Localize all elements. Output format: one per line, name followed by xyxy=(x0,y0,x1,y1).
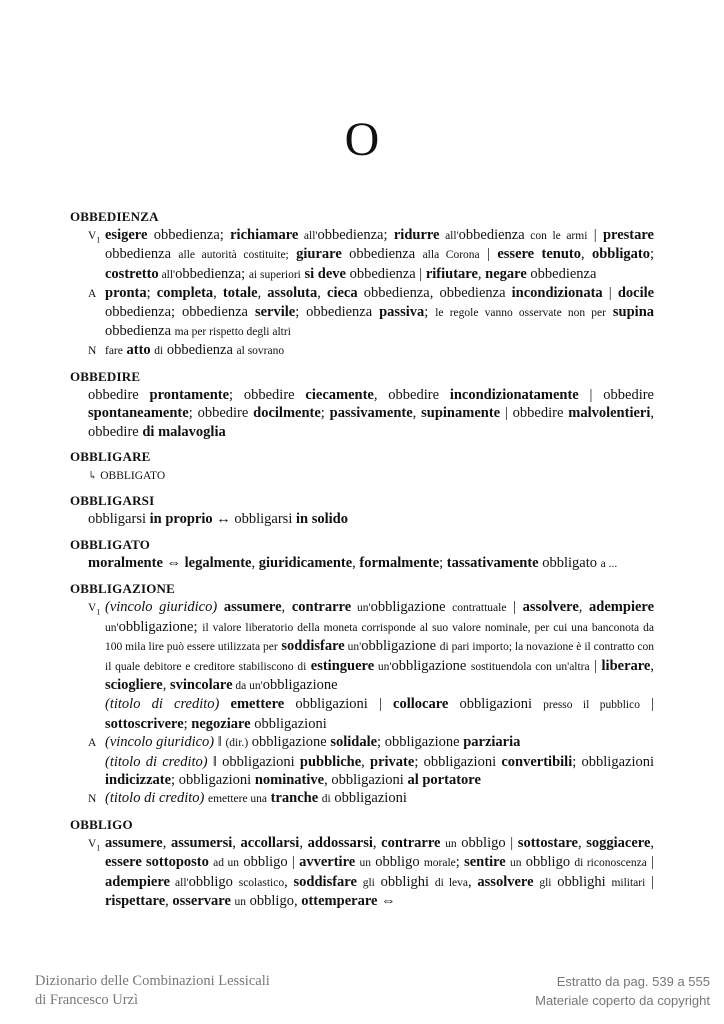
noun-section: N (titolo di credito) emettere una tranche di obbligazioni xyxy=(70,789,654,808)
entry-headword: OBBLIGARE xyxy=(70,449,151,465)
verb-section: $V_1$ assumere, assumersi, accollarsi, addossarsi, contrarre un obbligo | sottostare, soggiacere, essere sottoposto ad un obbligo | avvertire un obbligo morale; sentire un obbligo di riconoscenza | adempiere all'obbligo scolastico, soddisfare gli obblighi di leva, assolvere gli obblighi militari | rispettare, osservare un obbligo, ottemperare ⇔ xyxy=(88,834,655,909)
section-marker: $V_1$ xyxy=(88,837,101,853)
entry-obbligo xyxy=(70,816,654,912)
verb-section: $V_1$ (vincolo giuridico) assumere, contrarre un'obbligazione contrattuale | assolvere, adempiere un'obbligazione; il valore liberatorio della moneta corrisponde al suo valore nominale, per cui una banconota da 100 mila lire può essere utilizzata per soddisfare un'obbligazione di pari importo; la novazione è il contratto con il quale debitore e creditore stabiliscono di estinguere un'obbligazione sostituendola con un'altra | liberare, sciogliere, svincolare da un'obbligazione (titolo di credito) emettere obbligazioni | collocare obbligazioni presso il pubblico | sottoscrivere; negoziare obbligazioni xyxy=(88,599,655,732)
entry-headword: OBBEDIRE xyxy=(70,368,141,384)
entry-obbligazione xyxy=(70,580,654,808)
verb-section: $V_1$ esigere obbedienza; richiamare all'obbedienza; ridurre all'obbedienza con le armi | prestare obbedienza alle autorità costituite; giurare obbedienza alla Corona | essere tenuto, obbligato; costretto all'obbedienza; ai superiori si deve obbedienza | rifiutare, negare obbedienza xyxy=(88,227,655,282)
adjective-section: A pronta; completa, totale, assoluta, cieca obbedienza, obbedienza incondizionata | docile obbedienza; obbedienza servile; obbedienza passiva; le regole vanno osservate non per supina obbedienza ma per rispetto degli altri xyxy=(88,285,655,340)
entry-headword: OBBLIGAZIONE xyxy=(70,581,175,597)
footer-title-line: Dizionario delle Combinazioni Lessicali xyxy=(35,973,270,989)
entry-body: obbligarsi in proprio ↔ obbligarsi in solido xyxy=(88,511,348,528)
adjective-section: A (vincolo giuridico) ‖ (dir.) obbligazione solidale; obbligazione parziaria (titolo di credito) ‖ obbligazioni pubbliche, private; obbligazioni convertibili; obbligazioni indicizzate; obbligazioni nominative, obbligazioni al portatore xyxy=(88,734,654,788)
dictionary-content xyxy=(70,208,654,918)
section-marker: A xyxy=(88,737,97,750)
entry-headword: OBBLIGATO xyxy=(70,536,151,552)
footer-book-title xyxy=(35,972,270,1010)
entry-obbligarsi xyxy=(70,492,654,528)
noun-section: N fare atto di obbedienza al sovrano xyxy=(70,341,654,360)
entry-obbedire xyxy=(70,368,654,441)
section-marker: $V_1$ xyxy=(88,230,101,245)
entry-body: obbedire prontamente; obbedire ciecamente, obbedire incondizionatamente | obbedire spontaneamente; obbedire docilmente; passivamente, supinamente | obbedire malvolentieri, obbedire di malavoglia xyxy=(88,386,655,440)
cross-reference[interactable] xyxy=(70,466,654,485)
cross-reference-arrow-icon: ↳ xyxy=(88,470,98,483)
entry-headword: OBBEDIENZA xyxy=(70,209,159,224)
footer-author-line: di Francesco Urzì xyxy=(35,992,139,1008)
section-marker: $V_1$ xyxy=(88,602,101,617)
section-marker: N xyxy=(88,345,97,358)
entry-obbligato xyxy=(70,536,654,573)
entry-obbedienza xyxy=(70,208,654,361)
page-letter: O xyxy=(344,113,380,166)
entry-headword: OBBLIGARSI xyxy=(70,493,155,509)
cross-reference-target: OBBLIGATO xyxy=(100,470,166,483)
section-marker: A xyxy=(88,288,97,301)
entry-body: moralmente ⇔ legalmente, giuridicamente, formalmente; tassativamente obbligato a ... xyxy=(88,554,618,571)
footer-page-range: Estratto da pag. 539 a 555 xyxy=(556,974,710,989)
section-marker: N xyxy=(88,793,97,806)
footer-copyright-note: Materiale coperto da copyright xyxy=(535,993,710,1008)
entry-headword: OBBLIGO xyxy=(70,816,133,832)
entry-obbligare xyxy=(70,448,654,485)
footer-copyright xyxy=(535,972,710,1010)
